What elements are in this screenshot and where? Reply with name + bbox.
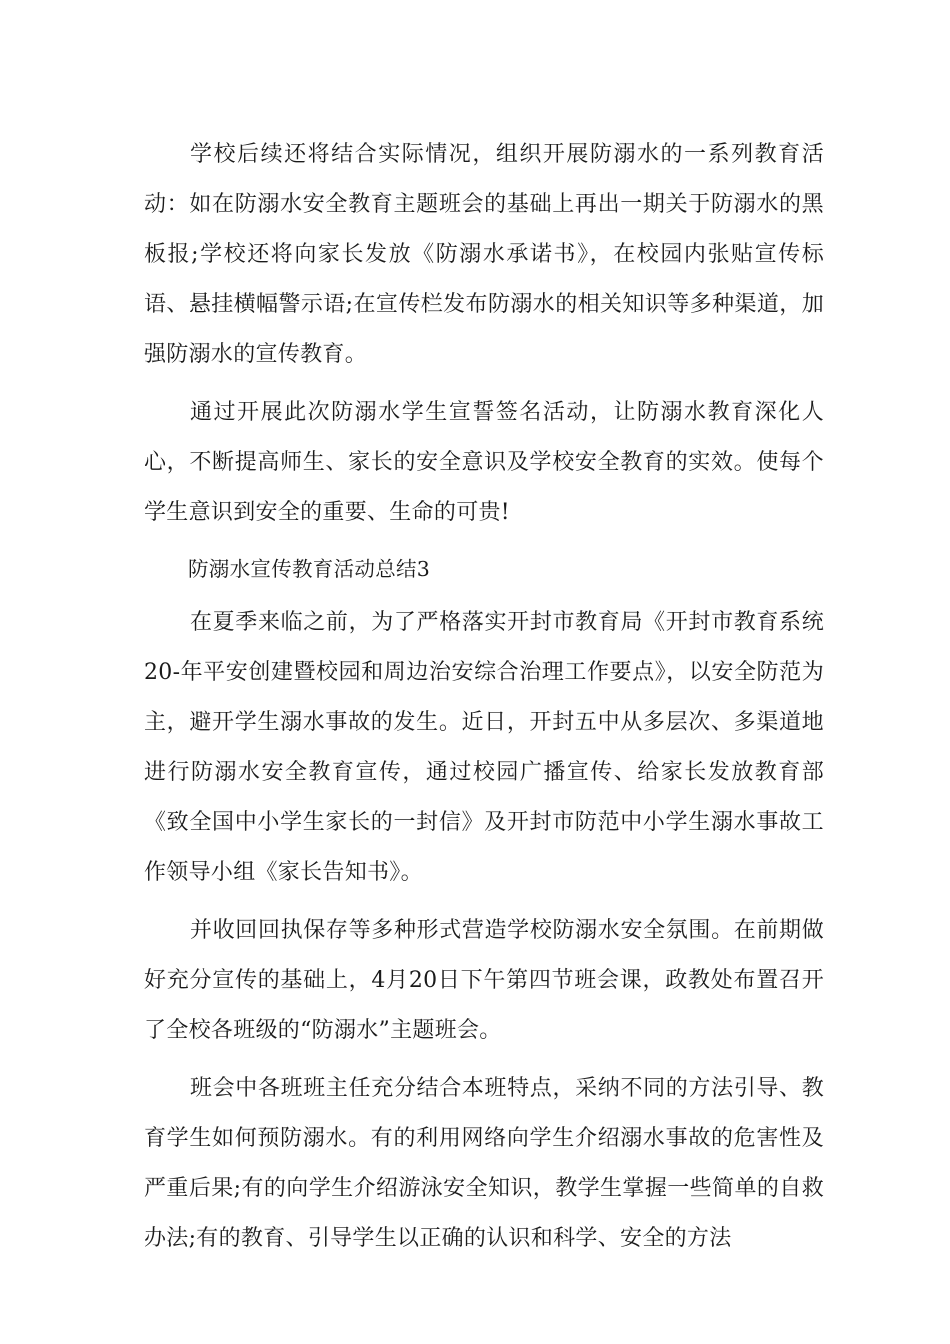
paragraph-signing-activity: 通过开展此次防溺水学生宣誓签名活动，让防溺水教育深化人心，不断提高师生、家长的安全意识及学校安全教育的实效。使每个学生意识到安全的重要、生命的可贵! [144,400,824,525]
section-title: 防溺水宣传教育活动总结3 [188,557,431,581]
paragraph-summer-campaign: 在夏季来临之前，为了严格落实开封市教育局《开封市教育系统20-年平安创建暨校园和周边治安综合治理工作要点》，以安全防范为主，避开学生溺水事故的发生。近日，开封五中从多层次、多渠道地进行防溺水安全教育宣传，通过校园广播宣传、给家长发放教育部《致全国中小学生家长的一封信》及开封市防范中小学生溺水事故工作领导小组《家长告知书》。 [144,610,824,885]
paragraph-follow-up-activities: 学校后续还将结合实际情况，组织开展防溺水的一系列教育活动：如在防溺水安全教育主题班会的基础上再出一期关于防溺水的黑板报;学校还将向家长发放《防溺水承诺书》，在校园内张贴宣传标语、悬挂横幅警示语;在宣传栏发布防溺水的相关知识等多种渠道，加强防溺水的宣传教育。 [144,142,824,367]
paragraph-class-meeting: 并收回回执保存等多种形式营造学校防溺水安全氛围。在前期做好充分宣传的基础上，4月20日下午第四节班会课，政教处布置召开了全校各班级的“防溺水”主题班会。 [144,918,824,1043]
paragraph-teacher-methods: 班会中各班班主任充分结合本班特点，采纳不同的方法引导、教育学生如何预防溺水。有的利用网络向学生介绍溺水事故的危害性及严重后果;有的向学生介绍游泳安全知识，教学生掌握一些简单的自救办法;有的教育、引导学生以正确的认识和科学、安全的方法 [144,1076,824,1251]
document-body [144,130,824,1272]
